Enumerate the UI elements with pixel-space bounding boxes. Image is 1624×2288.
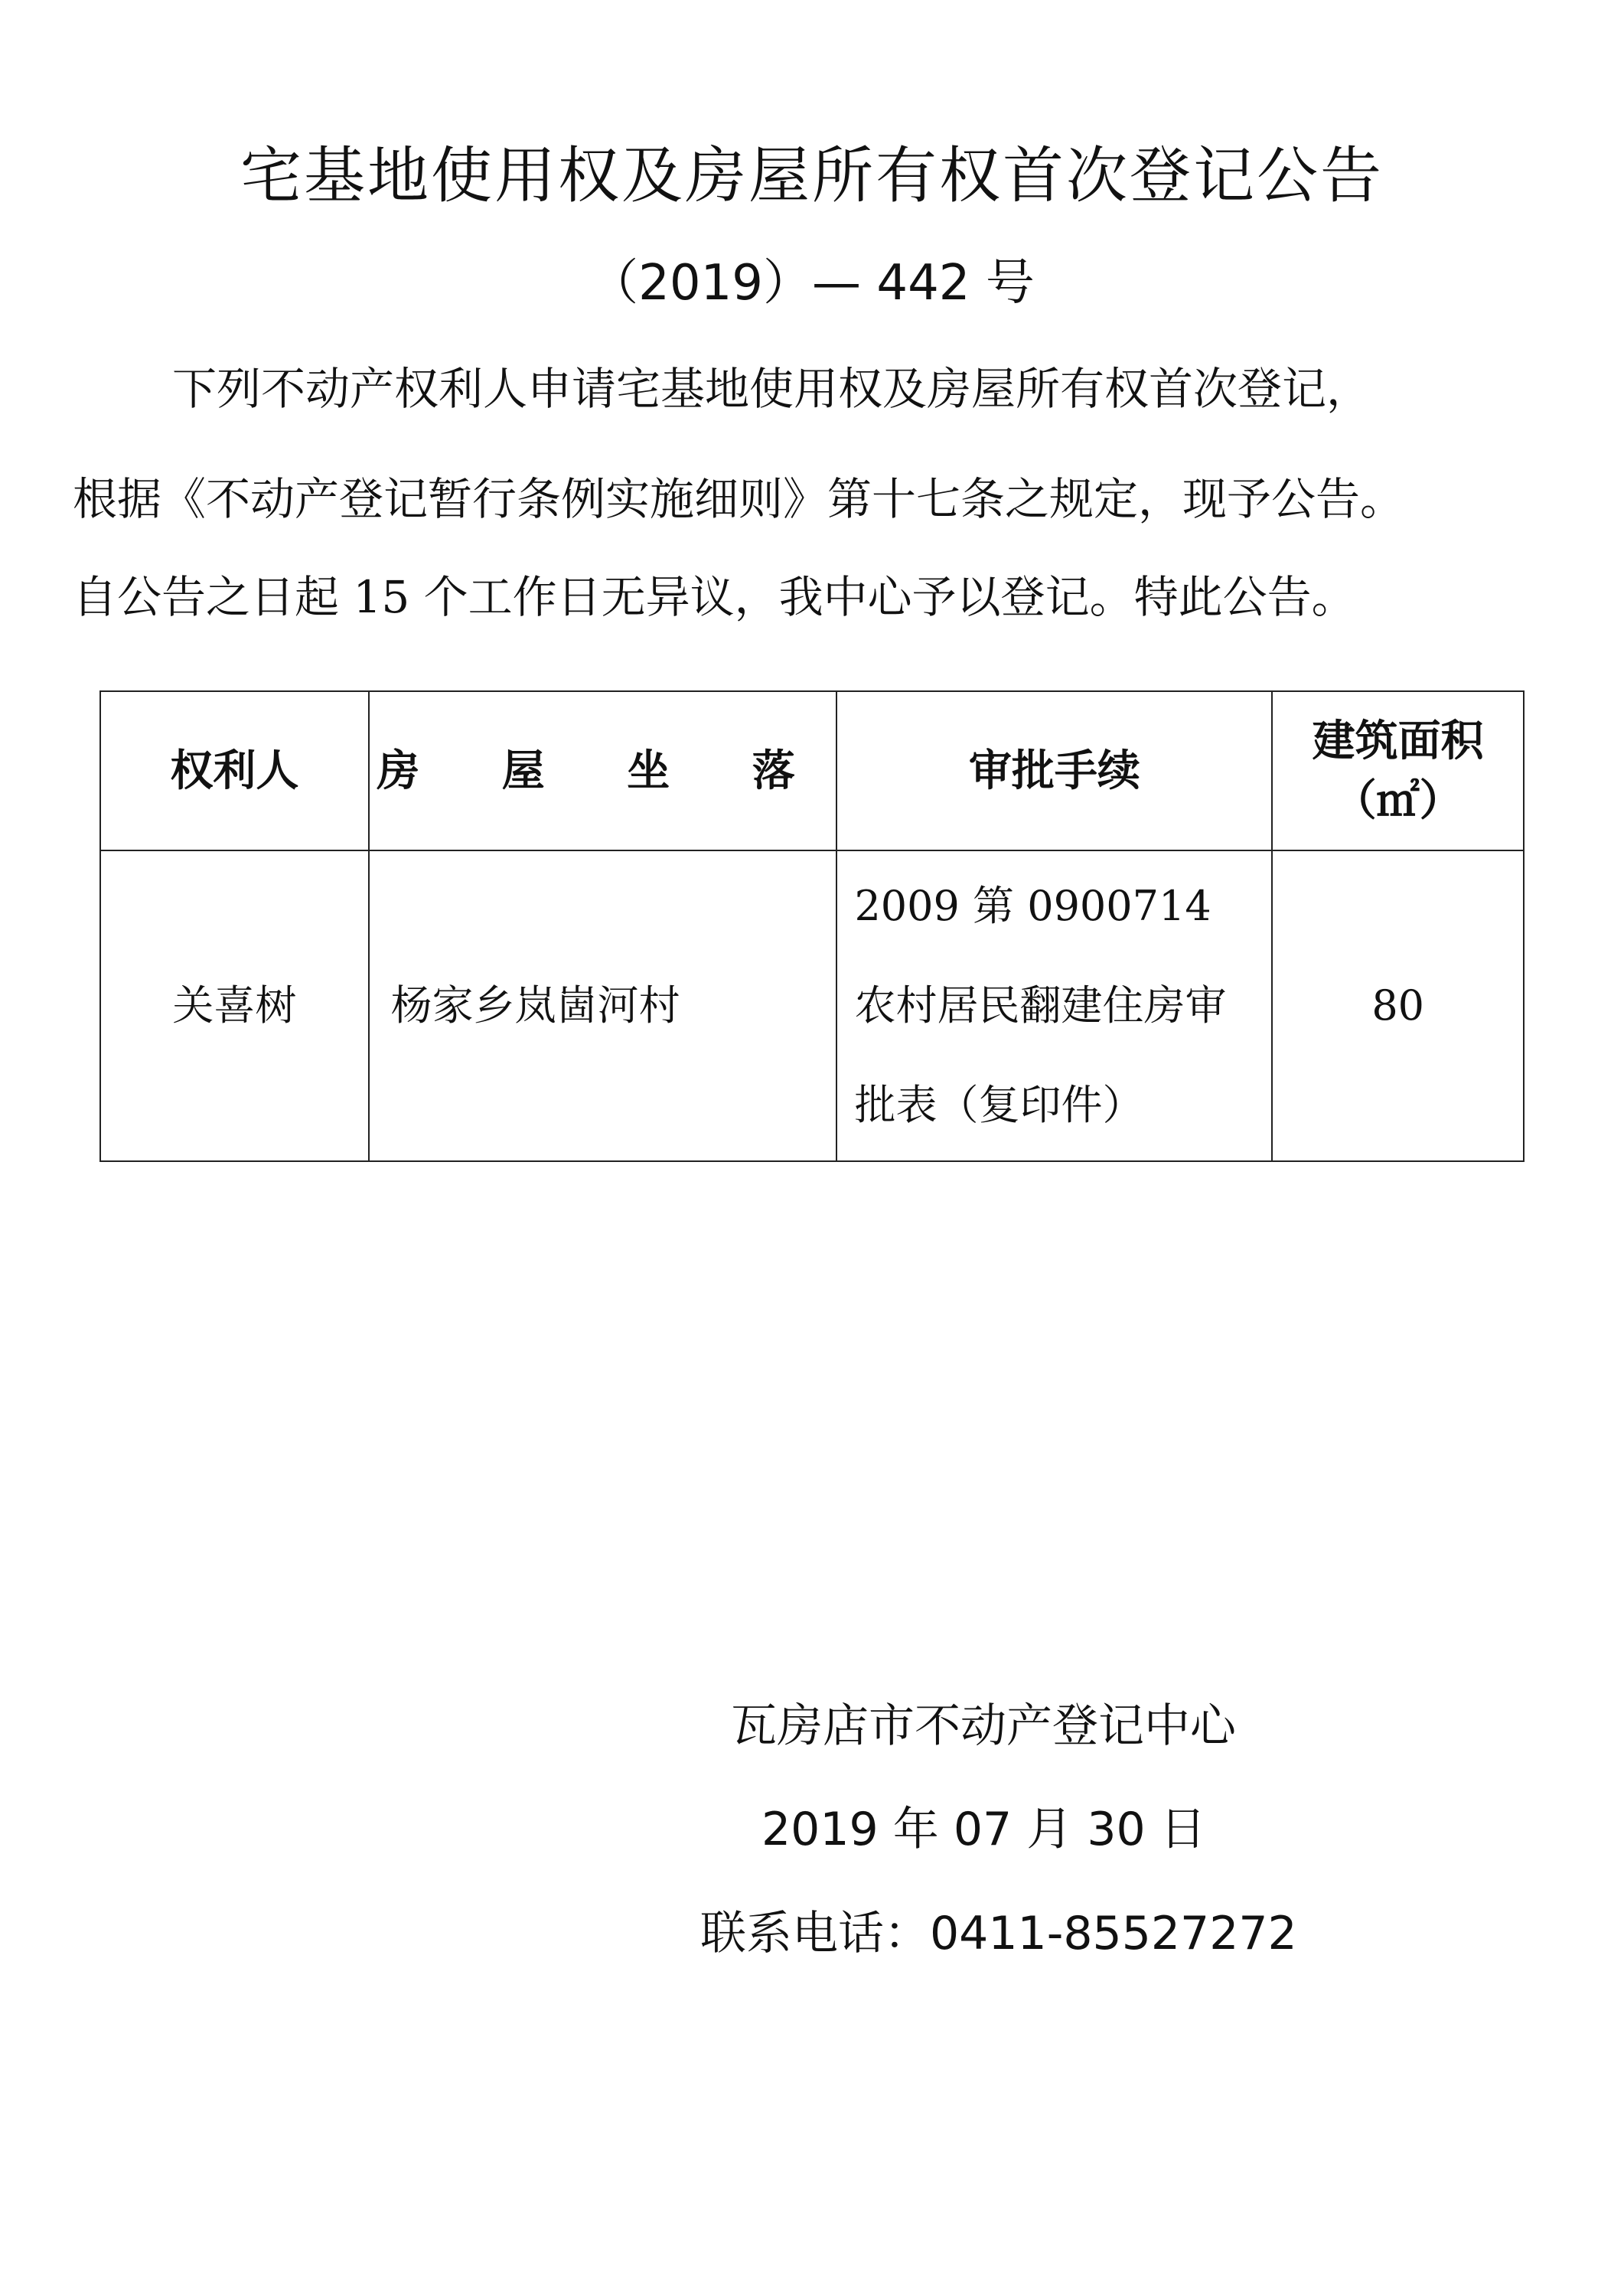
cell-approval: 2009 第 0900714 农村居民翻建住房审批表（复印件） [836, 850, 1272, 1161]
contact-phone: 联系电话：0411-85527272 [700, 1907, 1297, 1960]
header-holder: 权利人 [100, 691, 369, 850]
cell-location: 杨家乡岚崮河村 [369, 850, 837, 1161]
notice-title: 宅基地使用权及房屋所有权首次登记公告 [240, 140, 1384, 211]
registration-table [99, 690, 1525, 1162]
header-area-unit: （㎡） [1333, 775, 1463, 826]
issuing-organization: 瓦房店市不动产登记中心 [731, 1699, 1236, 1753]
cell-area: 80 [1272, 850, 1524, 1161]
table-header-row [100, 691, 1524, 850]
issue-date: 2019 年 07 月 30 日 [761, 1803, 1206, 1856]
header-approval: 审批手续 [836, 691, 1272, 850]
header-area-label: 建筑面积 [1312, 716, 1484, 766]
table-row [100, 850, 1524, 1161]
paragraph-line-1: 下列不动产权利人申请宅基地使用权及房屋所有权首次登记， [172, 363, 1371, 415]
document-number: （2019）— 442 号 [589, 255, 1035, 312]
cell-holder: 关喜树 [100, 850, 369, 1161]
paragraph-line-2: 根据《不动产登记暂行条例实施细则》第十七条之规定，现予公告。 [73, 473, 1405, 525]
header-area [1272, 691, 1524, 850]
paragraph-line-3: 自公告之日起 15 个工作日无异议，我中心予以登记。特此公告。 [73, 571, 1356, 623]
header-location: 房 屋 坐 落 [369, 691, 837, 850]
